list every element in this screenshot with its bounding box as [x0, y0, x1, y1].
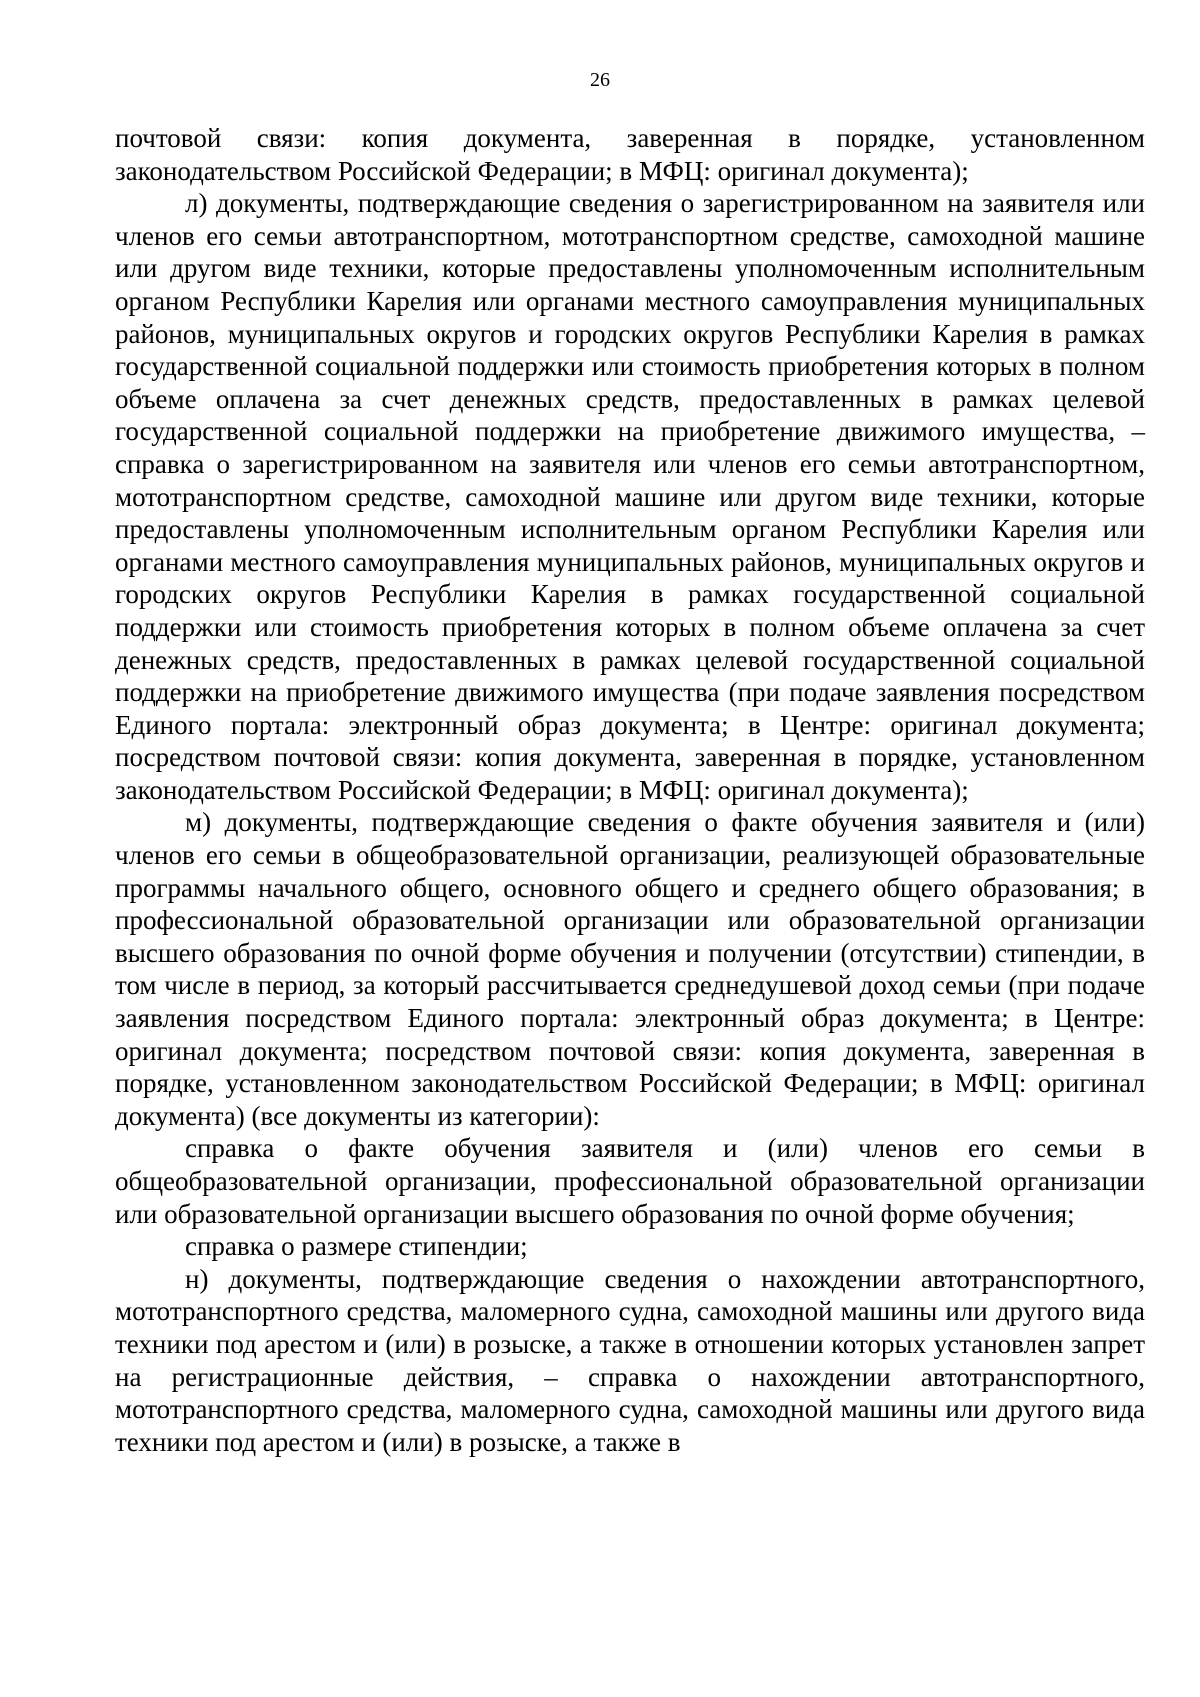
paragraph-continuation: почтовой связи: копия документа, заверенная в порядке, установленном законодательством Российской Федерации; в МФЦ: оригинал документа); [115, 123, 1145, 186]
paragraph-study-certificate: справка о факте обучения заявителя и (или) членов его семьи в общеобразовательной организации, профессиональной образовательной организации или образовательной организации высшего образования по очной форме обучения; [115, 1133, 1145, 1229]
paragraph-item-n: н) документы, подтверждающие сведения о нахождении автотранспортного, мототранспортного средства, маломерного судна, самоходной машины или другого вида техники под арестом и (или) в розыске, а также в отношении которых установлен запрет на регистрационные действия, – справка о нахождении автотранспортного, мототранспортного средства, маломерного судна, самоходной машины или другого вида техники под арестом и (или) в розыске, а также в [115, 1263, 1145, 1457]
paragraph-stipend-certificate: справка о размере стипендии; [185, 1231, 528, 1262]
page-number: 26 [590, 69, 610, 91]
paragraph-item-l: л) документы, подтверждающие сведения о зарегистрированном на заявителя или членов его семьи автотранспортном, мототранспортном средстве, самоходной машине или другом виде техники, которые предоставлены уполномоченным исполнительным органом Республики Карелия или органами местного самоуправления муниципальных районов, муниципальных округов и городских округов Республики Карелия в рамках государственной социальной поддержки или стоимость приобретения которых в полном объеме оплачена за счет денежных средств, предоставленных в рамках целевой государственной социальной поддержки на приобретение движимого имущества, – справка о зарегистрированном на заявителя или членов его семьи автотранспортном, мототранспортном средстве, самоходной машине или другом виде техники, которые предоставлены уполномоченным исполнительным органом Республики Карелия или органами местного самоуправления муниципальных районов, муниципальных округов и городских округов Республики Карелия в рамках государственной социальной поддержки или стоимость приобретения которых в полном объеме оплачена за счет денежных средств, предоставленных в рамках целевой государственной социальной поддержки на приобретение движимого имущества (при подаче заявления посредством Единого портала: электронный образ документа; в Центре: оригинал документа; посредством почтовой связи: копия документа, заверенная в порядке, установленном законодательством Российской Федерации; в МФЦ: оригинал документа); [115, 188, 1145, 805]
document-body [115, 122, 1145, 1458]
paragraph-item-m: м) документы, подтверждающие сведения о факте обучения заявителя и (или) членов его семьи в общеобразовательной организации, реализующей образовательные программы начального общего, основного общего и среднего общего образования; в профессиональной образовательной организации или образовательной организации высшего образования по очной форме обучения и получении (отсутствии) стипендии, в том числе в период, за который рассчитывается среднедушевой доход семьи (при подаче заявления посредством Единого портала: электронный образ документа; в Центре: оригинал документа; посредством почтовой связи: копия документа, заверенная в порядке, установленном законодательством Российской Федерации; в МФЦ: оригинал документа) (все документы из категории): [115, 807, 1145, 1131]
